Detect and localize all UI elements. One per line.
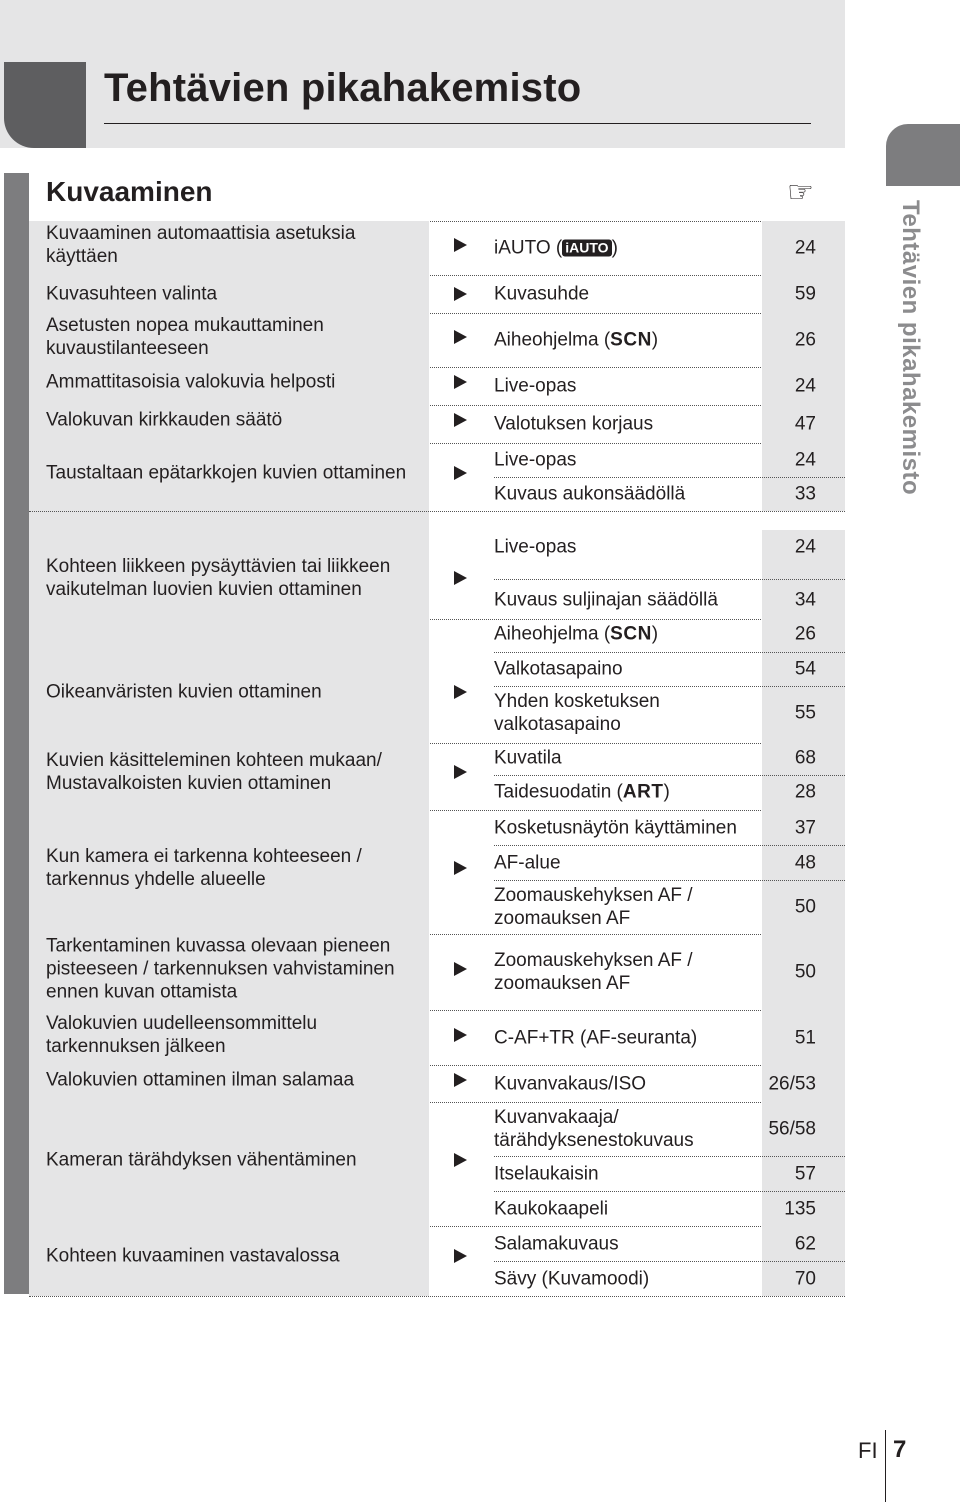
table-row	[29, 443, 845, 512]
table-row	[29, 1065, 845, 1103]
table-row	[29, 313, 845, 368]
function-label: Itselaukaisin	[494, 1163, 599, 1185]
function-label: Zoomauskehyksen AF / zoomauksen AF	[494, 950, 693, 994]
page-reference: 24	[794, 449, 816, 471]
function-label: Kuvaus suljinajan säädöllä	[494, 589, 718, 611]
function-label: Kuvaus aukonsäädöllä	[494, 483, 686, 505]
table-row	[29, 619, 845, 744]
task-label: Ammattitasoisia valokuvia helposti	[46, 371, 336, 393]
function-label: Zoomauskehyksen AF / zoomauksen AF	[494, 885, 693, 929]
page-reference: 70	[794, 1268, 816, 1290]
arrow-right-icon	[454, 287, 467, 301]
task-label: Valokuvien ottaminen ilman salamaa	[46, 1069, 355, 1091]
table-row	[29, 810, 845, 935]
table-row	[29, 275, 845, 314]
table-row	[29, 1010, 845, 1066]
function-label: AF-alue	[494, 852, 561, 874]
table-row	[29, 367, 845, 406]
function-label: Taidesuodatin (ART)	[494, 781, 670, 803]
page-reference: 26/53	[768, 1073, 816, 1095]
page-reference: 28	[794, 781, 816, 803]
page-reference: 24	[794, 375, 816, 397]
page-reference: 59	[794, 283, 816, 305]
arrow-right-icon	[454, 1249, 467, 1263]
table-row	[29, 934, 845, 1011]
task-label: Taustaltaan epätarkkojen kuvien ottaminen	[46, 462, 407, 484]
task-label: Oikeanväristen kuvien ottaminen	[46, 681, 322, 703]
function-label: Salamakuvaus	[494, 1233, 619, 1255]
function-label: Kaukokaapeli	[494, 1198, 609, 1220]
subrow-divider	[494, 1191, 845, 1192]
task-label: Kohteen liikkeen pysäyttävien tai liikkeen vaikutelman luovien kuvien ottaminen	[46, 556, 391, 600]
arrow-right-icon	[454, 962, 467, 976]
section-title: Kuvaaminen	[46, 176, 213, 207]
task-label: Valokuvien uudelleensommittelu tarkennuksen jälkeen	[46, 1013, 318, 1057]
page-reference: 68	[794, 747, 816, 769]
subrow-divider	[494, 1261, 845, 1262]
subrow-divider	[494, 775, 845, 776]
task-label: Kuvien käsitteleminen kohteen mukaan/ Mustavalkoisten kuvien ottaminen	[46, 750, 382, 794]
footer-language: FI	[858, 1438, 878, 1463]
pointing-hand-icon: ☞	[787, 176, 814, 209]
subrow-divider	[494, 579, 845, 580]
function-label: Kuvanvakaaja/ tärähdyksenestokuvaus	[494, 1107, 694, 1151]
task-label: Valokuvan kirkkauden säätö	[46, 409, 283, 431]
subrow-divider	[494, 1156, 845, 1157]
arrow-right-icon	[454, 685, 467, 699]
function-label: Live-opas	[494, 536, 577, 558]
page-reference: 57	[794, 1163, 816, 1185]
arrow-right-icon	[454, 238, 467, 252]
arrow-right-icon	[454, 861, 467, 875]
page-reference: 51	[794, 1027, 816, 1049]
footer-page-number: 7	[893, 1436, 907, 1463]
function-label: Kuvanvakaus/ISO	[494, 1073, 647, 1095]
header-tab-decoration	[4, 62, 86, 148]
arrow-right-icon	[454, 571, 467, 585]
task-label: Tarkentaminen kuvassa olevaan pieneen pisteeseen / tarkennuksen vahvistaminen ennen kuvan ottamista	[46, 935, 395, 1003]
function-label: Kosketusnäytön käyttäminen	[494, 817, 737, 839]
page-reference: 37	[794, 817, 816, 839]
task-label: Kuvaaminen automaattisia asetuksia käyttäen	[46, 223, 356, 267]
page-reference: 34	[794, 589, 816, 611]
subrow-divider	[494, 880, 845, 881]
subrow-divider	[494, 686, 845, 687]
table-row	[29, 743, 845, 811]
page-reference: 55	[794, 702, 816, 724]
iauto-mode-icon: iAUTO	[562, 240, 611, 257]
page-reference: 24	[794, 237, 816, 259]
function-label: Kuvasuhde	[494, 283, 590, 305]
arrow-right-icon	[454, 466, 467, 480]
page-reference: 135	[784, 1198, 816, 1220]
arrow-right-icon	[454, 1153, 467, 1167]
arrow-right-icon	[454, 765, 467, 779]
page-reference: 47	[794, 413, 816, 435]
table-row	[29, 1226, 845, 1297]
table-row	[29, 1102, 845, 1227]
page-reference: 33	[794, 483, 816, 505]
footer-divider	[885, 1430, 886, 1502]
subrow-divider	[494, 477, 845, 478]
page-reference: 24	[794, 536, 816, 558]
arrow-right-icon	[454, 1073, 467, 1087]
section-strip	[4, 173, 29, 1294]
function-label: Sävy (Kuvamoodi)	[494, 1268, 650, 1290]
function-label: C-AF+TR (AF-seuranta)	[494, 1027, 698, 1049]
task-label: Kohteen kuvaaminen vastavalossa	[46, 1245, 340, 1267]
page-title: Tehtävien pikahakemisto	[104, 66, 582, 110]
art-mode-icon: ART	[622, 781, 664, 803]
page-reference: 48	[794, 852, 816, 874]
function-label: iAUTO ( iAUTO )	[494, 237, 618, 259]
function-label: Valotuksen korjaus	[494, 413, 654, 435]
function-label: Live-opas	[494, 449, 577, 471]
page-reference: 54	[794, 658, 816, 680]
subrow-divider	[494, 652, 845, 653]
page-reference: 26	[794, 329, 816, 351]
arrow-right-icon	[454, 1028, 467, 1042]
table-row	[29, 221, 845, 276]
function-label: Aiheohjelma (SCN)	[494, 623, 659, 645]
title-underline	[104, 123, 811, 124]
task-label: Kuvasuhteen valinta	[46, 283, 218, 305]
arrow-right-icon	[454, 375, 467, 389]
page-reference: 26	[794, 623, 816, 645]
task-label: Asetusten nopea mukauttaminen kuvaustilanteeseen	[46, 315, 324, 359]
subrow-divider	[494, 845, 845, 846]
page-reference: 56/58	[768, 1118, 816, 1140]
task-label: Kameran tärähdyksen vähentäminen	[46, 1149, 357, 1171]
page-reference: 62	[794, 1233, 816, 1255]
function-label: Kuvatila	[494, 747, 562, 769]
table-row	[29, 530, 845, 620]
task-label: Kun kamera ei tarkenna kohteeseen / tarkennus yhdelle alueelle	[46, 846, 362, 890]
side-tab	[886, 124, 960, 186]
function-label: Yhden kosketuksen valkotasapaino	[494, 691, 660, 735]
table-row	[29, 405, 845, 444]
side-tab-label: Tehtävien pikahakemisto	[897, 200, 924, 496]
scn-mode-icon: SCN	[610, 329, 652, 351]
function-label: Valkotasapaino	[494, 658, 623, 680]
page-reference: 50	[794, 896, 816, 918]
scn-mode-icon: SCN	[610, 623, 652, 645]
arrow-right-icon	[454, 330, 467, 344]
page-reference: 50	[794, 961, 816, 983]
function-label: Live-opas	[494, 375, 577, 397]
table-gap	[29, 511, 429, 530]
arrow-right-icon	[454, 413, 467, 427]
section-header	[29, 173, 845, 222]
function-label: Aiheohjelma (SCN)	[494, 329, 659, 351]
